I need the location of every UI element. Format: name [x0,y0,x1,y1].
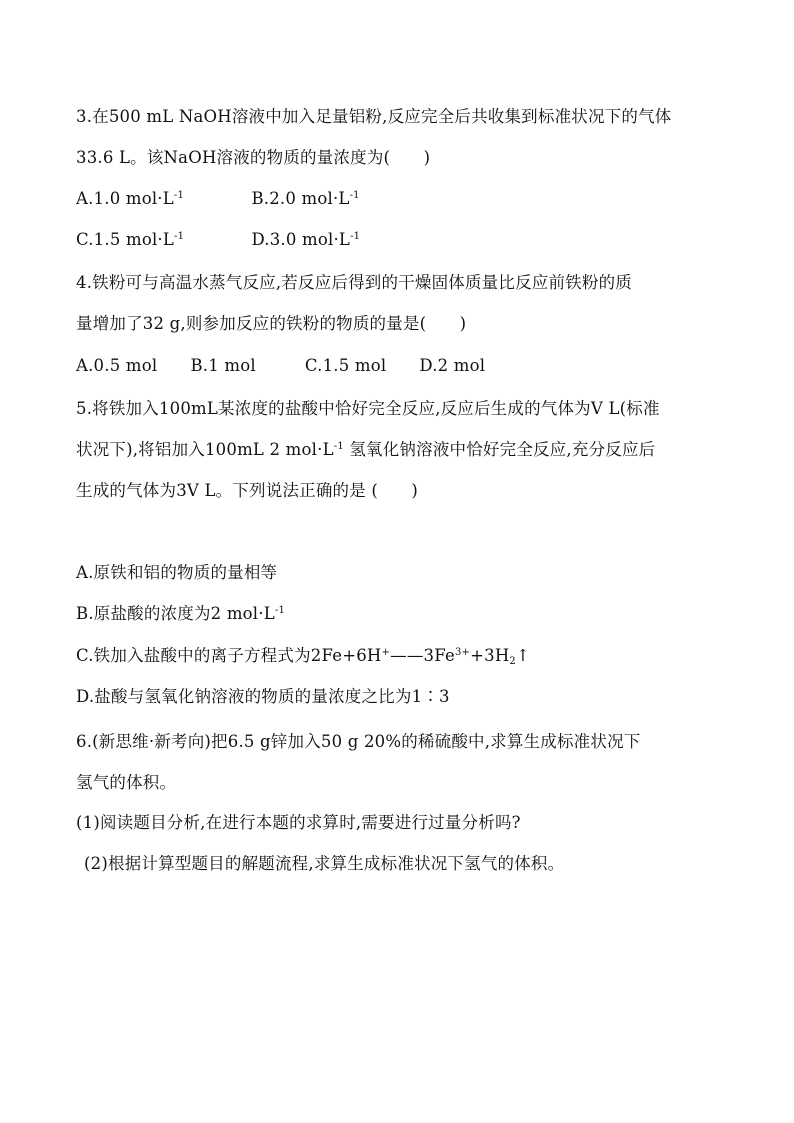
q4-stem-line-1: 4.铁粉可与高温水蒸气反应,若反应后得到的干燥固体质量比反应前铁粉的质 [76,273,632,292]
q5-option-a: A.原铁和铝的物质的量相等 [76,563,278,582]
subscript: 2 [509,656,516,667]
q5-option-c [76,641,726,671]
exponent: -1 [349,190,360,201]
q4-option-c: C.1.5 mol [304,356,387,375]
q5-stem-line-2-part-b: 氢氧化钠溶液中恰好完全反应,充分反应后 [343,440,656,459]
q3-option-c-text: C.1.5 mol·L [76,230,175,249]
charge: + [381,647,391,658]
q3-options-row-1 [76,184,726,214]
q4-option-a: A.0.5 mol [76,356,158,375]
q5-option-c-text: C.铁加入盐酸中的离子方程式为 [76,646,311,665]
equation-product-2: +3H [470,646,510,665]
exponent: -1 [350,231,361,242]
equation-product-1: 3Fe [423,646,455,665]
reaction-arrow: —— [390,646,424,665]
q4-stem-line-2: 量增加了32 g,则参加反应的铁粉的物质的量是( ) [76,314,467,333]
q3-option-d [251,225,360,255]
q5-option-b [76,599,726,629]
q4-option-b: B.1 mol [190,356,256,375]
q6-stem-line-1: 6.(新思维·新考向)把6.5 g锌加入50 g 20%的稀硫酸中,求算生成标准状况下 [76,732,641,751]
gas-arrow-icon: ↑ [515,646,531,665]
exponent: -1 [173,190,185,201]
q3-option-a [76,184,246,214]
equation-reactants: 2Fe+6H [310,646,382,665]
q6-subquestion-1: (1)阅读题目分析,在进行本题的求算时,需要进行过量分析吗? [76,813,521,832]
q5-option-d: D.盐酸与氢氧化钠溶液的物质的量浓度之比为1∶3 [76,687,450,706]
q3-options-row-2 [76,225,726,255]
q5-stem-line-2 [76,435,726,465]
charge: 3+ [454,647,471,658]
exponent: -1 [333,441,344,452]
q5-stem-line-1: 5.将铁加入100mL某浓度的盐酸中恰好完全反应,反应后生成的气体为V L(标准 [76,399,660,418]
q3-option-d-text: D.3.0 mol·L [251,230,351,249]
q3-stem-line-2: 33.6 L。该NaOH溶液的物质的量浓度为( ) [76,148,431,167]
exponent: -1 [174,231,185,242]
q5-option-b-text: B.原盐酸的浓度为2 mol·L [76,604,275,623]
q3-option-c [76,225,246,255]
q5-stem-line-3: 生成的气体为3V L。下列说法正确的是 ( ) [76,481,419,500]
q3-stem-line-1: 3.在500 mL NaOH溶液中加入足量铝粉,反应完全后共收集到标准状况下的气体 [76,107,672,126]
q3-option-b-text: B.2.0 mol·L [251,189,350,208]
q6-subquestion-2: (2)根据计算型题目的解题流程,求算生成标准状况下氢气的体积。 [84,854,565,873]
ionic-equation [311,646,530,665]
q6-stem-line-2: 氢气的体积。 [76,773,177,792]
q3-option-b [251,184,359,214]
q4-options-row [76,351,726,381]
exponent: -1 [274,605,286,616]
q3-option-a-text: A.1.0 mol·L [76,189,174,208]
q5-stem-line-2-part-a: 状况下),将铝加入100mL 2 mol·L [76,440,334,459]
q4-option-d: D.2 mol [419,356,486,375]
